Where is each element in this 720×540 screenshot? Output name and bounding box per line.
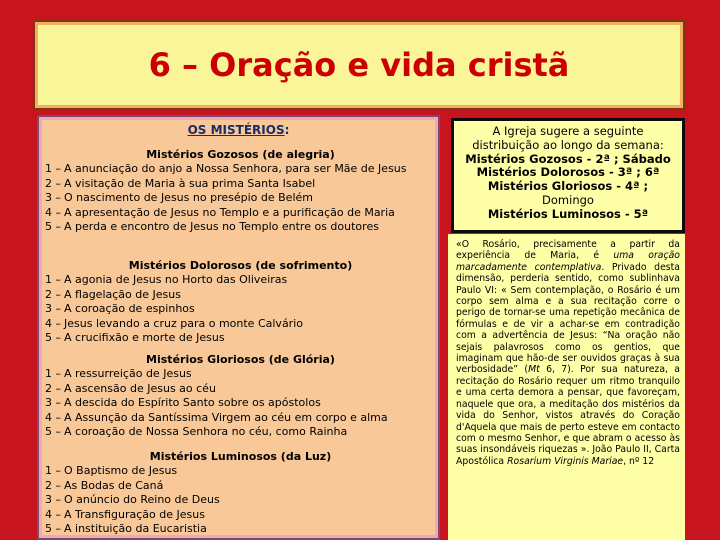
- quote-text: «O Rosário, precisamente a partir da experiência de Maria, é uma oração marcadamente contemplativa. Privado desta dimensão, perderia sentido, como sublinhava Paulo VI: « Sem contemplação, o Rosário é um corpo sem alma e a sua recitação corre o perigo de tornar-se uma repetição mecânica de fórmulas e de vir a achar-se em contradição com a advertência de Jesus: “Na oração não sejais palavrosos como os gentios, que imaginam que hão-de ser ouvidos graças à sua verbosidade” (Mt 6, 7). Por sua natureza, a recitação do Rosário requer um ritmo tranquilo e uma certa demora a pensar, que favoreçam, naquele que ora, a meditação dos mistérios da vida do Senhor, vistos através do Coração d'Aquela que mais de perto esteve em contacto com o mesmo Senhor, e que abram o acesso às suas insondáveis riquezas ». João Paulo II, Carta Apostólica Rosarium Virginis Mariae, nº 12: [456, 239, 680, 467]
- list-item: 3 – A coroação de espinhos: [45, 302, 195, 316]
- list-item: 3 – O nascimento de Jesus no presépio de Belém: [45, 191, 313, 205]
- group-title: Mistérios Gloriosos (de Glória): [146, 353, 335, 366]
- list-item: 3 – A descida do Espírito Santo sobre os apóstolos: [45, 396, 321, 410]
- schedule-line: Mistérios Gloriosos - 4ª ;: [487, 179, 649, 194]
- list-item: 4 – Jesus levando a cruz para o monte Calvário: [45, 316, 303, 330]
- schedule-line: Mistérios Gozosos - 2ª ; Sábado: [465, 151, 671, 166]
- list-item: 2 – A flagelação de Jesus: [45, 287, 181, 301]
- group-title: Mistérios Luminosos (da Luz): [149, 450, 332, 463]
- list-item: 1 – A ressurreição de Jesus: [45, 367, 192, 380]
- quote-box: [448, 234, 685, 540]
- title-banner: [33, 20, 685, 110]
- list-item: 3 – O anúncio do Reino de Deus: [45, 493, 220, 507]
- group-title: Mistérios Dolorosos (de sofrimento): [128, 259, 353, 272]
- list-item: 2 – A visitação de Maria à sua prima Santa Isabel: [45, 176, 316, 190]
- list-item: 4 – A Transfiguração de Jesus: [45, 507, 205, 521]
- list-item: 1 – O Baptismo de Jesus: [45, 464, 178, 477]
- weekly-schedule-box: [451, 118, 685, 233]
- mysteries-group-sorrowful: [39, 259, 440, 346]
- schedule-line: Domingo: [542, 192, 594, 207]
- schedule-intro: distribuição ao longo da semana:: [472, 137, 664, 152]
- group-title: Mistérios Gozosos (de alegria): [146, 148, 335, 161]
- list-item: 5 – A instituição da Eucaristia: [45, 522, 207, 536]
- list-item: 1 – A anunciação do anjo a Nossa Senhora, para ser Mãe de Jesus: [45, 162, 407, 175]
- schedule-intro: A Igreja sugere a seguinte: [492, 124, 644, 138]
- schedule-line: Mistérios Dolorosos - 3ª ; 6ª: [476, 165, 660, 180]
- list-item: 4 – A Assunção da Santíssima Virgem ao céu em corpo e alma: [45, 410, 388, 424]
- list-item: 5 – A coroação de Nossa Senhora no céu, como Rainha: [45, 425, 348, 439]
- mysteries-heading-colon: :: [284, 123, 290, 137]
- mysteries-group-luminous: [39, 450, 440, 537]
- page-title: 6 – Oração e vida cristã: [148, 46, 570, 84]
- mysteries-group-glorious: [39, 353, 440, 440]
- mysteries-heading: [39, 123, 438, 137]
- list-item: 4 – A apresentação de Jesus no Templo e a purificação de Maria: [45, 205, 395, 219]
- list-item: 1 – A agonia de Jesus no Horto das Oliveiras: [45, 273, 288, 286]
- mysteries-panel: [37, 115, 440, 540]
- list-item: 5 – A crucifixão e morte de Jesus: [45, 331, 225, 345]
- mysteries-heading-text: OS MISTÉRIOS: [187, 123, 285, 137]
- schedule-line: Mistérios Luminosos - 5ª: [487, 206, 649, 221]
- list-item: 2 – A ascensão de Jesus ao céu: [45, 381, 216, 395]
- list-item: 5 – A perda e encontro de Jesus no Templo entre os doutores: [45, 220, 379, 234]
- list-item: 2 – As Bodas de Caná: [45, 478, 164, 492]
- mysteries-group-joyful: [39, 148, 440, 235]
